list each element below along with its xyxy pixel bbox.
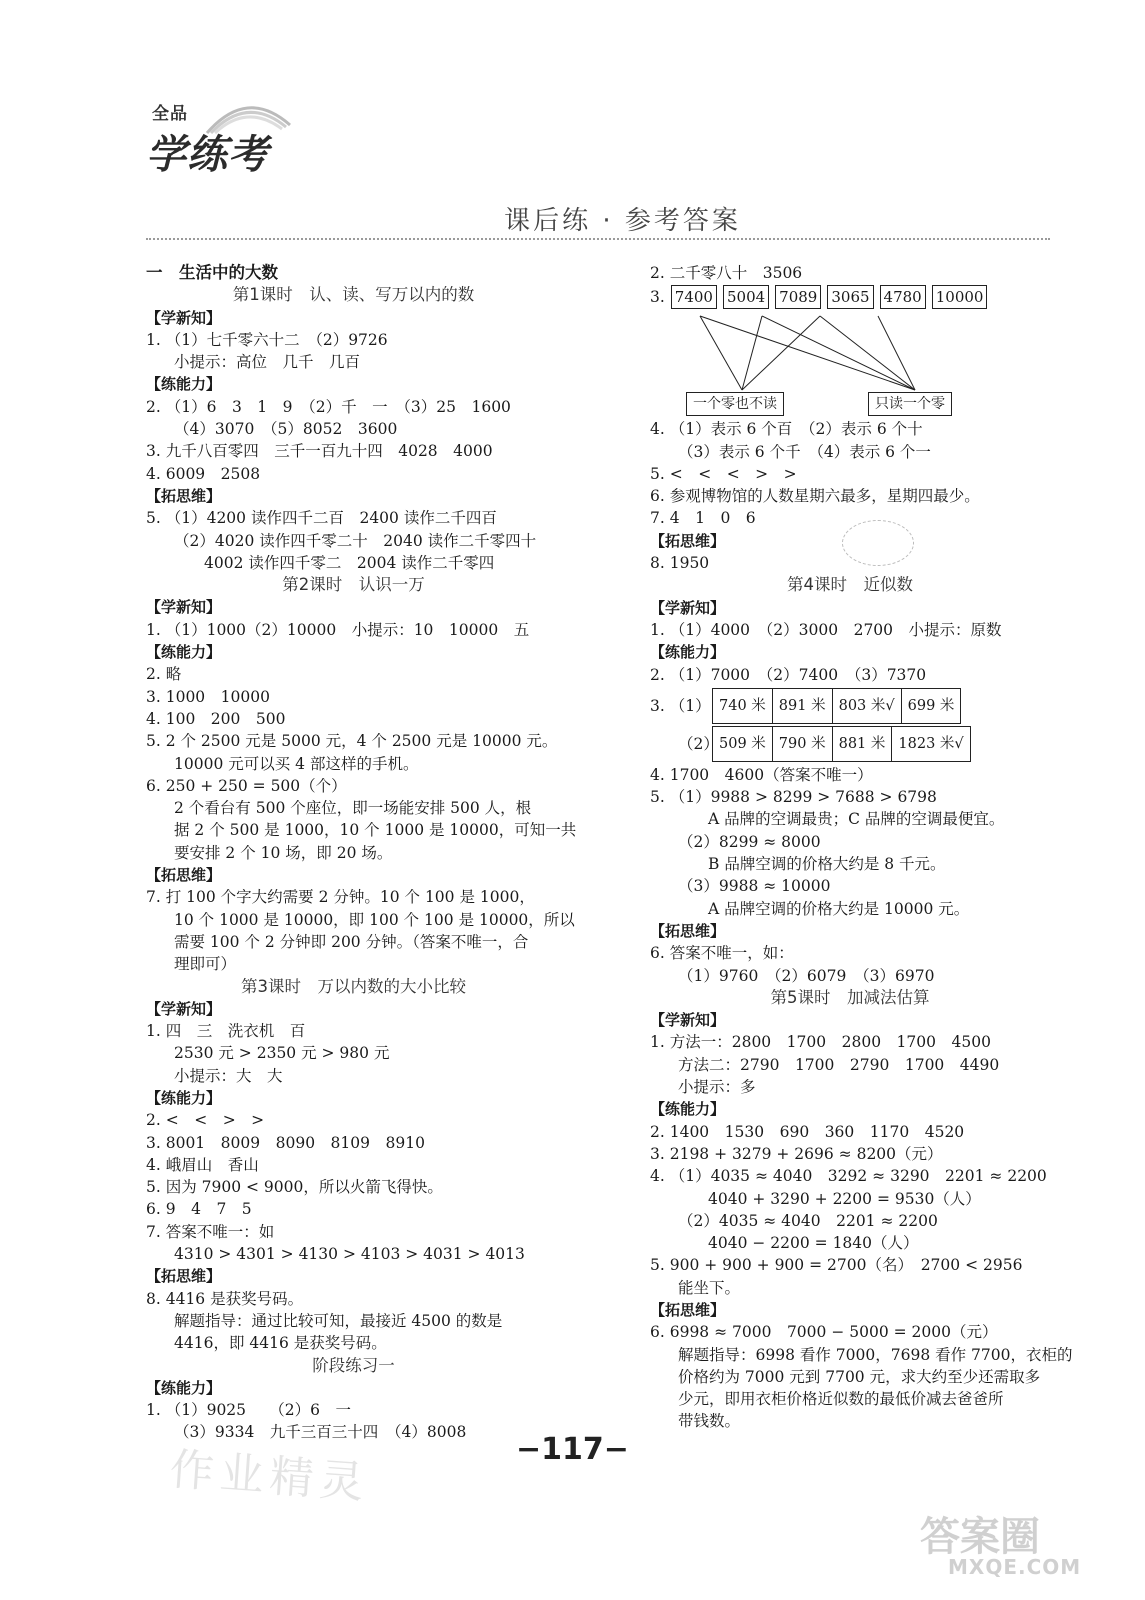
table-cell: 699 米 [901,688,961,723]
answer-number: 3. （1） [650,696,711,715]
page-number: −117− [516,1432,629,1467]
answer-line: 4. （1）4035 ≈ 4040 3292 ≈ 3290 2201 ≈ 2200 [650,1167,1047,1186]
answer-line: 1. 四 三 洗衣机 百 [146,1022,306,1041]
answer-number: 3. [650,288,665,307]
answer-line: （4）3070 （5）8052 3600 [174,420,398,439]
label-box-left: 一个零也不读 [686,392,784,416]
section-label: 【拓思维】 [146,1267,222,1286]
answer-line: 小提示：高位 几千 几百 [174,353,361,372]
answer-line: （3）9334 九千三百三十四 （4）8008 [174,1423,467,1442]
section-label: 【学新知】 [146,598,222,617]
section-label: 【拓思维】 [650,1300,726,1319]
answer-line: 1. （1）七千零六十二 （2）9726 [146,330,388,349]
section-label: 【练能力】 [146,643,222,662]
section-label: 【练能力】 [650,643,726,662]
answer-line: 6. 答案不唯一，如： [650,944,794,963]
compare-table [712,726,971,762]
answer-line: 2. 二千零八十 3506 [650,264,803,282]
answer-line: 2 个看台有 500 个座位，即一场能安排 500 人，根 [174,799,532,818]
answer-line: 5. 因为 7900 < 9000，所以火箭飞得快。 [146,1178,443,1197]
answer-line: 5. （1）4200 读作四千二百 2400 读作二千四百 [146,509,497,528]
answer-line: 1. 方法一：2800 1700 2800 1700 4500 [650,1033,991,1052]
page-title: 课后练 · 参考答案 [504,206,741,236]
answer-line: 5. 2 个 2500 元是 5000 元，4 个 2500 元是 10000 元。 [146,732,558,751]
answer-line: 3. 1000 10000 [146,687,270,706]
table-cell: 1823 米√ [892,726,970,761]
answer-line: 1. （1）1000（2）10000 小提示：10 10000 五 [146,620,530,639]
section-label: 【练能力】 [146,1088,222,1107]
matching-diagram [650,310,1050,418]
left-column [146,262,577,1444]
lesson-heading: 阶段练习一 [312,1355,395,1375]
answer-line: 2. 1400 1530 690 360 1170 4520 [650,1122,965,1141]
answer-line: （2）4020 读作四千零二十 2040 读作二千零四十 [174,531,537,550]
answer-line: （1）9760 （2）6079 （3）6970 [678,966,935,985]
answer-line: 5. （1）9988 > 8299 > 7688 > 6798 [650,788,937,807]
lesson-heading: 第3课时 万以内数的大小比较 [241,976,466,996]
answer-line: 2. < < > > [146,1111,265,1130]
compare-table-row-2 [650,726,1050,762]
answer-number: （2） [678,734,719,753]
answer-line: 6. 6998 ≈ 7000 7000 − 5000 = 2000（元） [650,1323,998,1342]
lesson-heading: 第5课时 加减法估算 [770,987,930,1007]
watermark-left: 作业精灵 [168,1444,372,1509]
answer-line: 4. 1700 4600（答案不唯一） [650,765,873,784]
answer-line: A 品牌空调的价格大约是 10000 元。 [708,899,970,918]
lesson-heading: 第1课时 认、读、写万以内的数 [232,285,475,305]
logo-big-text: 学练考 [146,132,269,178]
answer-line: （3）表示 6 个千 （4）表示 6 个一 [678,442,931,461]
answer-line: 解题指导：6998 看作 7000，7698 看作 7700，衣柜的 [678,1345,1073,1364]
answer-line: 3. 2198 + 3279 + 2696 ≈ 8200（元） [650,1144,943,1163]
table-cell: 891 米 [772,688,832,723]
answer-line: 10000 元可以买 4 部这样的手机。 [174,754,419,773]
section-label: 【拓思维】 [650,921,726,940]
section-label: 【学新知】 [650,1011,726,1030]
answer-line: （3）9988 ≈ 10000 [678,877,831,896]
section-label: 【学新知】 [650,598,726,617]
answer-line: 6. 250 + 250 = 500（个） [146,776,347,795]
answer-line: 要安排 2 个 10 场，即 20 场。 [174,843,393,862]
answer-line: 4416，即 4416 是获奖号码。 [174,1334,387,1353]
number-box-row [650,284,1050,310]
answer-line: 2530 元 > 2350 元 > 980 元 [174,1044,390,1063]
number-box: 10000 [932,285,988,309]
answer-line: 3. 九千八百零四 三千一百九十四 4028 4000 [146,442,493,461]
answer-line: 少元，即用衣柜价格近似数的最低价减去爸爸所 [678,1390,1004,1409]
answer-line: 4. （1）表示 6 个百 （2）表示 6 个十 [650,420,923,439]
answer-line: 10 个 1000 是 10000，即 100 个 100 是 10000，所以 [174,910,575,929]
section-label: 【练能力】 [146,375,222,394]
answer-line: 需要 100 个 2 分钟即 200 分钟。（答案不唯一，合 [174,932,529,951]
answer-line: 4. 100 200 500 [146,709,286,728]
answer-line: 5. 900 + 900 + 900 = 2700（名） 2700 < 2956 [650,1256,1023,1275]
answer-line: 4. 6009 2508 [146,464,261,483]
section-label: 【拓思维】 [650,531,726,550]
answer-line: 方法二：2790 1700 2790 1700 4490 [678,1055,1000,1074]
table-cell: 740 米 [713,688,773,723]
compare-table-row-1 [650,688,1050,724]
answer-line: 带钱数。 [678,1412,741,1431]
watermark-url: MXQE.COM [948,1555,1082,1579]
number-box: 4780 [880,285,926,309]
answer-line: 8. 1950 [650,554,710,573]
answer-line: 7. 答案不唯一：如 [146,1222,275,1241]
section-label: 【学新知】 [146,308,222,327]
answer-line: 6. 9 4 7 5 [146,1200,252,1219]
answer-line: 4002 读作四千零二 2004 读作二千零四 [204,553,495,572]
table-cell: 881 米 [832,726,892,761]
answer-line: 7. 4 1 0 6 [650,509,756,528]
answer-line: 据 2 个 500 是 1000，10 个 1000 是 10000，可知一共 [174,821,577,840]
answer-line: 4040 − 2200 = 1840（人） [708,1234,919,1253]
section-label: 【练能力】 [146,1378,222,1397]
section-label: 【练能力】 [650,1100,726,1119]
brand-logo [142,95,302,180]
answer-line: 能坐下。 [678,1278,741,1297]
number-box: 3065 [827,285,873,309]
answer-line: 小提示：大 大 [174,1066,283,1085]
answer-line: 2. 略 [146,665,182,684]
answer-line: （2）8299 ≈ 8000 [678,832,821,851]
answer-line: 1. （1）9025 （2）6 一 [146,1401,351,1420]
answer-line: 5. < < < > > [650,464,797,483]
answer-line: 6. 参观博物馆的人数星期六最多，星期四最少。 [650,487,980,506]
answer-line: 1. （1）4000 （2）3000 2700 小提示：原数 [650,620,1002,639]
answer-line: 3. 8001 8009 8090 8109 8910 [146,1133,425,1152]
number-box: 5004 [723,285,769,309]
lesson-heading: 第2课时 认识一万 [282,575,425,595]
label-box-right: 只读一个零 [868,392,952,416]
number-box: 7089 [775,285,821,309]
watermark-logo: 答案圈 [920,1514,1040,1560]
homework-stamp-icon [842,520,914,566]
header-divider [146,238,1050,240]
table-cell: 803 米√ [832,688,901,723]
answer-line: 小提示：多 [678,1078,756,1097]
logo-small-text: 全品 [152,104,188,124]
lesson-heading: 第4课时 近似数 [787,575,913,595]
right-column [650,262,1073,1433]
answer-line: A 品牌的空调最贵；C 品牌的空调最便宜。 [708,810,1005,829]
answer-line: 理即可） [174,955,237,974]
number-box: 7400 [671,285,717,309]
table-cell: 790 米 [772,726,832,761]
answer-line: 4040 + 3290 + 2200 = 9530（人） [708,1189,981,1208]
section-label: 【拓思维】 [146,866,222,885]
answer-line: （2）4035 ≈ 4040 2201 ≈ 2200 [678,1211,938,1230]
section-label: 【学新知】 [146,999,222,1018]
answer-line: 解题指导：通过比较可知，最接近 4500 的数是 [174,1311,503,1330]
answer-line: 4310 > 4301 > 4130 > 4103 > 4031 > 4013 [174,1245,525,1264]
unit-heading: 一 生活中的大数 [146,263,278,282]
compare-table [712,688,961,724]
answer-line: 2. （1）6 3 1 9 （2）千 一 （3）25 1600 [146,397,511,416]
answer-line: 价格约为 7000 元到 7700 元，求大约至少还需取多 [678,1367,1041,1386]
answer-line: 4. 峨眉山 香山 [146,1155,259,1174]
answer-line: 8. 4416 是获奖号码。 [146,1289,304,1308]
answer-line: 2. （1）7000 （2）7400 （3）7370 [650,665,927,684]
answer-line: 7. 打 100 个字大约需要 2 分钟。10 个 100 是 1000， [146,888,535,907]
answer-line: B 品牌空调的价格大约是 8 千元。 [708,855,946,874]
table-cell: 509 米 [713,726,773,761]
section-label: 【拓思维】 [146,486,222,505]
